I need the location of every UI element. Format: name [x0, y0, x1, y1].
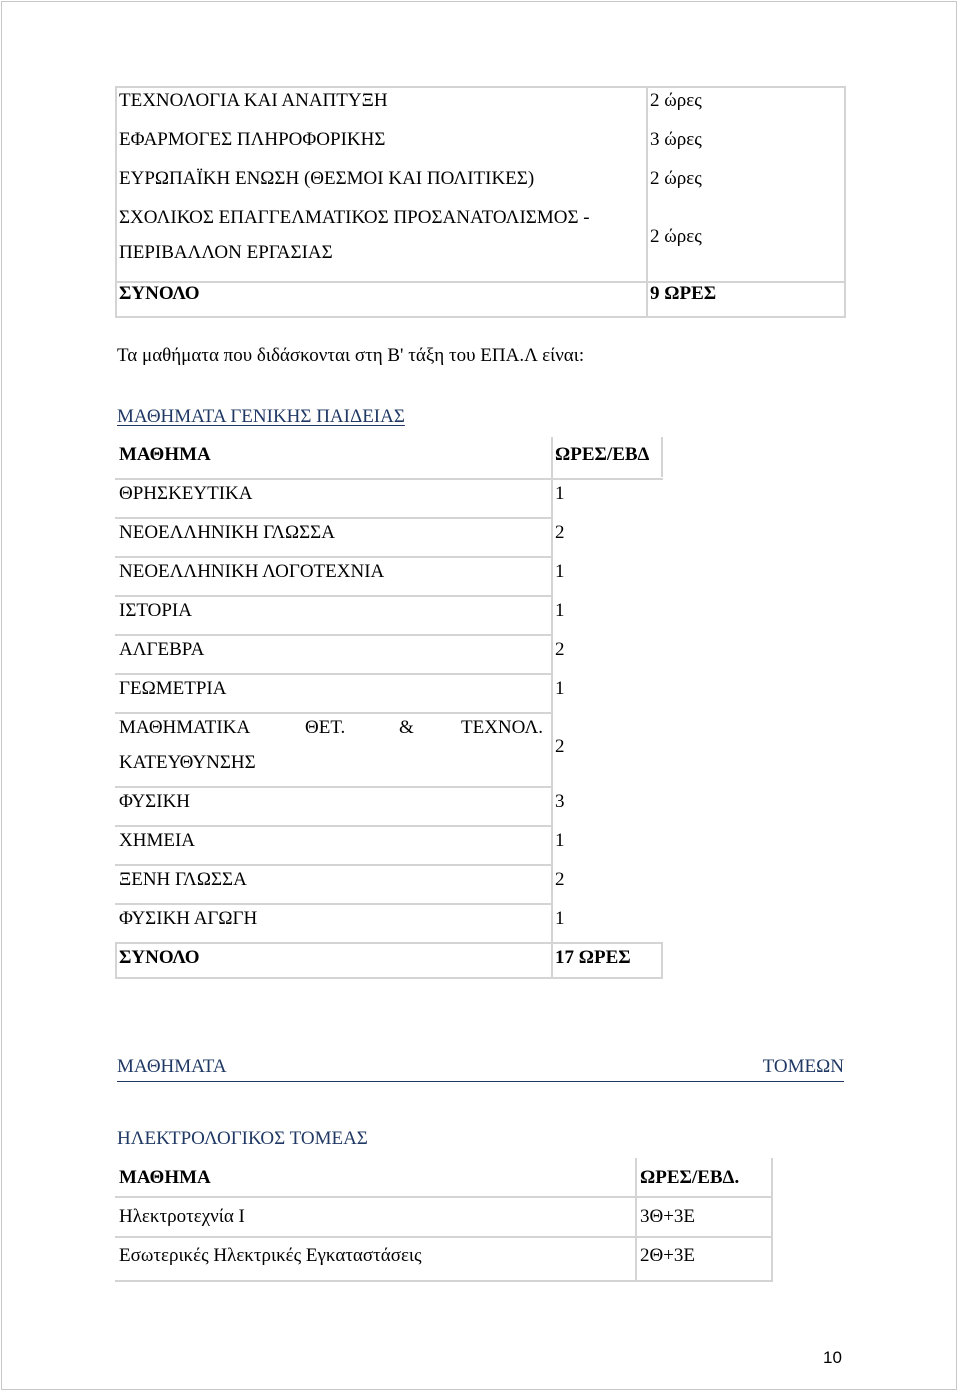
table-cell-hours: 2 ώρες [650, 226, 702, 247]
row-divider [115, 281, 846, 283]
table-cell-subject: ΤΕΧΝΟΛΟΓΙΑ ΚΑΙ ΑΝΑΠΤΥΞΗ [119, 90, 388, 111]
general-education-heading: ΜΑΘΗΜΑΤΑ ΓΕΝΙΚΗΣ ΠΑΙΔΕΙΑΣ [117, 406, 405, 427]
row-divider [115, 977, 663, 979]
row-divider [115, 517, 553, 519]
table-border [115, 86, 846, 318]
row-divider [115, 634, 553, 636]
intro-paragraph: Τα μαθήματα που διδάσκονται στη Β' τάξη του ΕΠΑ.Λ είναι: [117, 345, 585, 366]
table-cell-subject-word: ΜΑΘΗΜΑΤΙΚΑ [119, 717, 251, 738]
general-courses-table [115, 437, 663, 979]
column-header-hours: ΩΡΕΣ/ΕΒΔ. [640, 1167, 740, 1188]
table-cell-subject: ΑΛΓΕΒΡΑ [119, 639, 205, 660]
table-cell-hours: 1 [555, 830, 565, 851]
row-divider [115, 1196, 773, 1198]
table-cell-hours: 1 [555, 908, 565, 929]
table-cell-hours: 1 [555, 600, 565, 621]
table-cell-subject: Εσωτερικές Ηλεκτρικές Εγκαταστάσεις [119, 1245, 422, 1266]
row-divider [115, 942, 663, 944]
row-divider [115, 786, 553, 788]
page-number: 10 [823, 1348, 842, 1367]
table-cell-subject: Ηλεκτροτεχνία Ι [119, 1206, 245, 1227]
column-header-subject: ΜΑΘΗΜΑ [119, 444, 211, 465]
total-label: ΣΥΝΟΛΟ [119, 283, 200, 304]
table-cell-subject: ΙΣΤΟΡΙΑ [119, 600, 192, 621]
sector-heading-left: ΜΑΘΗΜΑΤΑ [117, 1056, 227, 1077]
table-cell-hours: 3 [555, 791, 565, 812]
row-divider [115, 903, 553, 905]
table-cell-subject: ΣΧΟΛΙΚΟΣ ΕΠΑΓΓΕΛΜΑΤΙΚΟΣ ΠΡΟΣΑΝΑΤΟΛΙΣΜΟΣ - [119, 207, 590, 228]
table-cell-subject-word: ΤΕΧΝΟΛ. [461, 717, 543, 738]
row-divider [115, 556, 553, 558]
row-divider [115, 478, 663, 480]
row-divider [115, 673, 553, 675]
table-cell-hours: 3 ώρες [650, 129, 702, 150]
column-divider [635, 1158, 637, 1282]
table-edge [771, 1158, 773, 1282]
table-cell-hours: 2 ώρες [650, 168, 702, 189]
total-label: ΣΥΝΟΛΟ [119, 947, 200, 968]
sector-courses-heading [117, 1055, 844, 1082]
table-cell-subject: ΓΕΩΜΕΤΡΙΑ [119, 678, 227, 699]
table-cell-hours: 2Θ+3Ε [640, 1245, 696, 1266]
table-cell-subject: ΚΑΤΕΥΘΥΝΣΗΣ [119, 752, 256, 773]
table-cell-subject-word: ΘΕΤ. [305, 717, 346, 738]
electrical-sector-heading: ΗΛΕΚΤΡΟΛΟΓΙΚΟΣ ΤΟΜΕΑΣ [117, 1128, 368, 1149]
table-cell-subject: ΦΥΣΙΚΗ ΑΓΩΓΗ [119, 908, 258, 929]
row-divider [115, 1236, 773, 1238]
row-divider [115, 864, 553, 866]
table-edge [661, 942, 663, 979]
table-cell-subject: ΝΕΟΕΛΛΗΝΙΚΗ ΛΟΓΟΤΕΧΝΙΑ [119, 561, 385, 582]
table-cell-hours: 2 [555, 522, 565, 543]
table-cell-subject: ΦΥΣΙΚΗ [119, 791, 191, 812]
electrical-courses-table [115, 1158, 773, 1282]
row-divider [115, 1280, 773, 1282]
table-cell-hours: 3Θ+3Ε [640, 1206, 696, 1227]
table-cell-subject: ΧΗΜΕΙΑ [119, 830, 195, 851]
table-cell-subject: ΠΕΡΙΒΑΛΛΟΝ ΕΡΓΑΣΙΑΣ [119, 242, 333, 263]
column-header-subject: ΜΑΘΗΜΑ [119, 1167, 211, 1188]
table-cell-hours: 2 [555, 639, 565, 660]
sector-heading-right: ΤΟΜΕΩΝ [762, 1056, 844, 1077]
table-cell-subject-word: & [399, 717, 414, 738]
table-cell-subject: ΕΦΑΡΜΟΓΕΣ ΠΛΗΡΟΦΟΡΙΚΗΣ [119, 129, 386, 150]
elective-courses-table [115, 86, 846, 318]
column-header-hours: ΩΡΕΣ/ΕΒΔ [555, 444, 650, 465]
table-cell-subject: ΞΕΝΗ ΓΛΩΣΣΑ [119, 869, 247, 890]
table-cell-hours: 2 [555, 869, 565, 890]
table-edge [115, 942, 117, 979]
column-divider [646, 86, 648, 318]
row-divider [115, 595, 553, 597]
table-cell-subject: ΘΡΗΣΚΕΥΤΙΚΑ [119, 483, 253, 504]
row-divider [115, 712, 553, 714]
total-value: 17 ΩΡΕΣ [555, 947, 631, 968]
table-cell-hours: 1 [555, 561, 565, 582]
row-divider [115, 825, 553, 827]
table-cell-hours: 1 [555, 678, 565, 699]
table-cell-subject: ΝΕΟΕΛΛΗΝΙΚΗ ΓΛΩΣΣΑ [119, 522, 335, 543]
table-cell-subject: ΕΥΡΩΠΑΪΚΗ ΕΝΩΣΗ (ΘΕΣΜΟΙ ΚΑΙ ΠΟΛΙΤΙΚΕΣ) [119, 168, 535, 189]
table-cell-hours: 1 [555, 483, 565, 504]
table-cell-hours: 2 ώρες [650, 90, 702, 111]
total-value: 9 ΩΡΕΣ [650, 283, 717, 304]
table-edge [661, 437, 663, 477]
table-cell-hours: 2 [555, 736, 565, 757]
